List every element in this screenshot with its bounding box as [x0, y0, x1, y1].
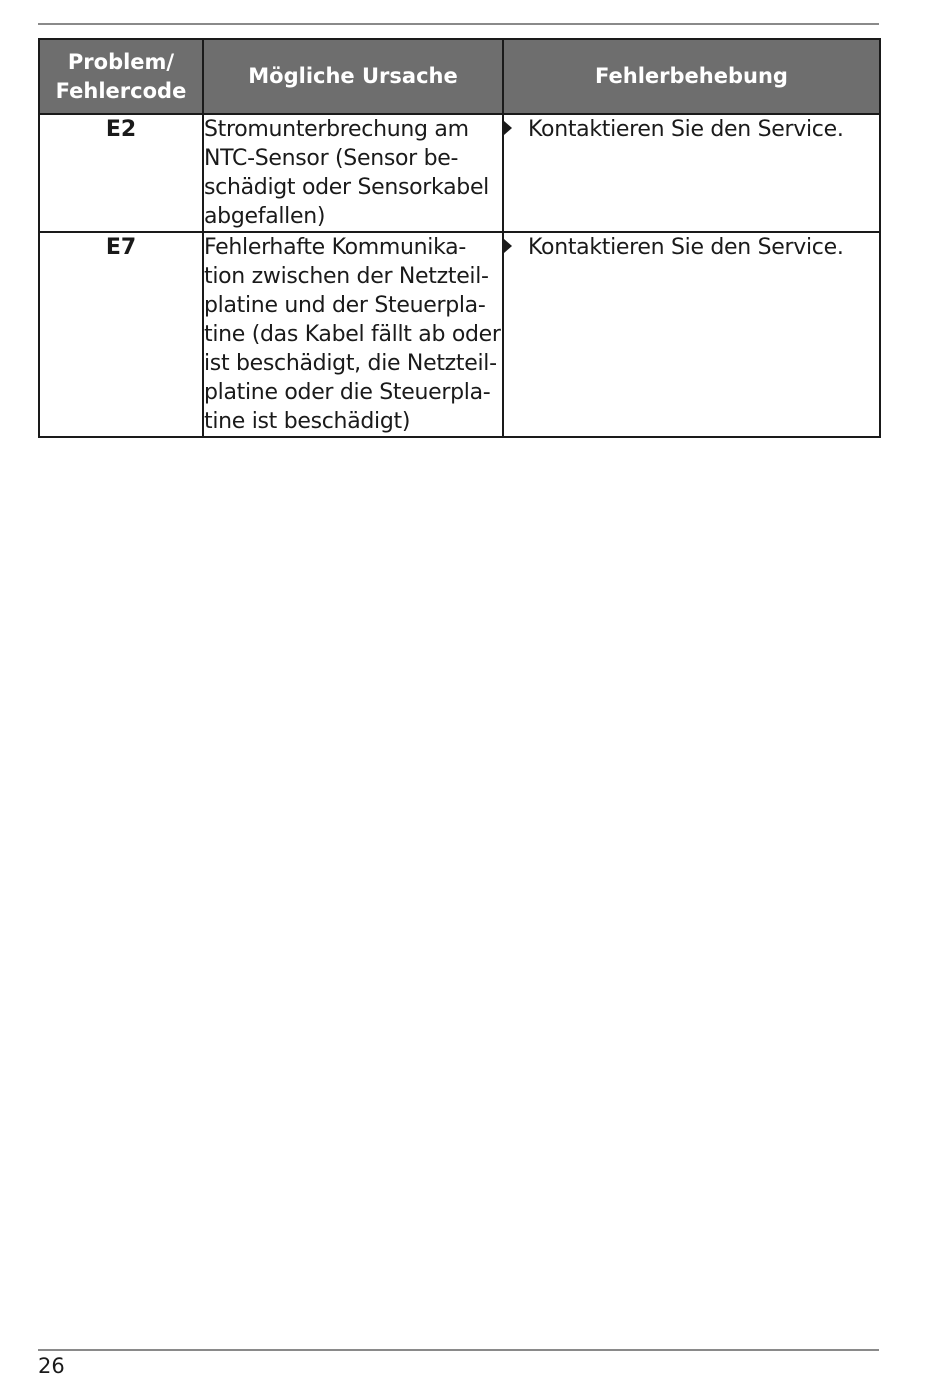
cause-line: tine (das Kabel fällt ab oder — [204, 322, 501, 347]
cause-line: Stromunterbrechung am — [204, 117, 469, 142]
cause-line: platine oder die Steuerpla- — [204, 380, 491, 405]
error-code-table — [38, 38, 881, 438]
page-number: 26 — [38, 1354, 65, 1378]
top-rule — [38, 23, 879, 25]
fix-text: Kontaktieren Sie den Service. — [528, 117, 844, 142]
fix-cell — [503, 232, 880, 437]
header-problem-line-2: Fehlercode — [55, 78, 187, 103]
error-code: E2 — [39, 114, 203, 232]
header-fix: Fehlerbehebung — [503, 39, 880, 114]
table-header-row — [39, 39, 880, 114]
cause-line: Fehlerhafte Kommunika- — [204, 235, 466, 260]
cause-line: abgefallen) — [204, 204, 326, 229]
cause-line: tine ist beschädigt) — [204, 409, 411, 434]
error-code: E7 — [39, 232, 203, 437]
header-problem-code — [39, 39, 203, 114]
table-row — [39, 114, 880, 232]
header-cause: Mögliche Ursache — [203, 39, 503, 114]
table-row — [39, 232, 880, 437]
bottom-rule — [38, 1349, 879, 1351]
cause-line: schädigt oder Sensorkabel — [204, 175, 489, 200]
cause-cell — [203, 114, 503, 232]
cause-line: platine und der Steuerpla- — [204, 293, 486, 318]
cause-cell — [203, 232, 503, 437]
cause-line: tion zwischen der Netzteil- — [204, 264, 489, 289]
fix-text: Kontaktieren Sie den Service. — [528, 235, 844, 260]
bullet-arrow-icon — [504, 239, 512, 253]
cause-line: NTC-Sensor (Sensor be- — [204, 146, 459, 171]
fix-cell — [503, 114, 880, 232]
cause-line: ist beschädigt, die Netzteil- — [204, 351, 497, 376]
bullet-arrow-icon — [504, 121, 512, 135]
header-problem-line-1: Problem/ — [67, 49, 175, 74]
